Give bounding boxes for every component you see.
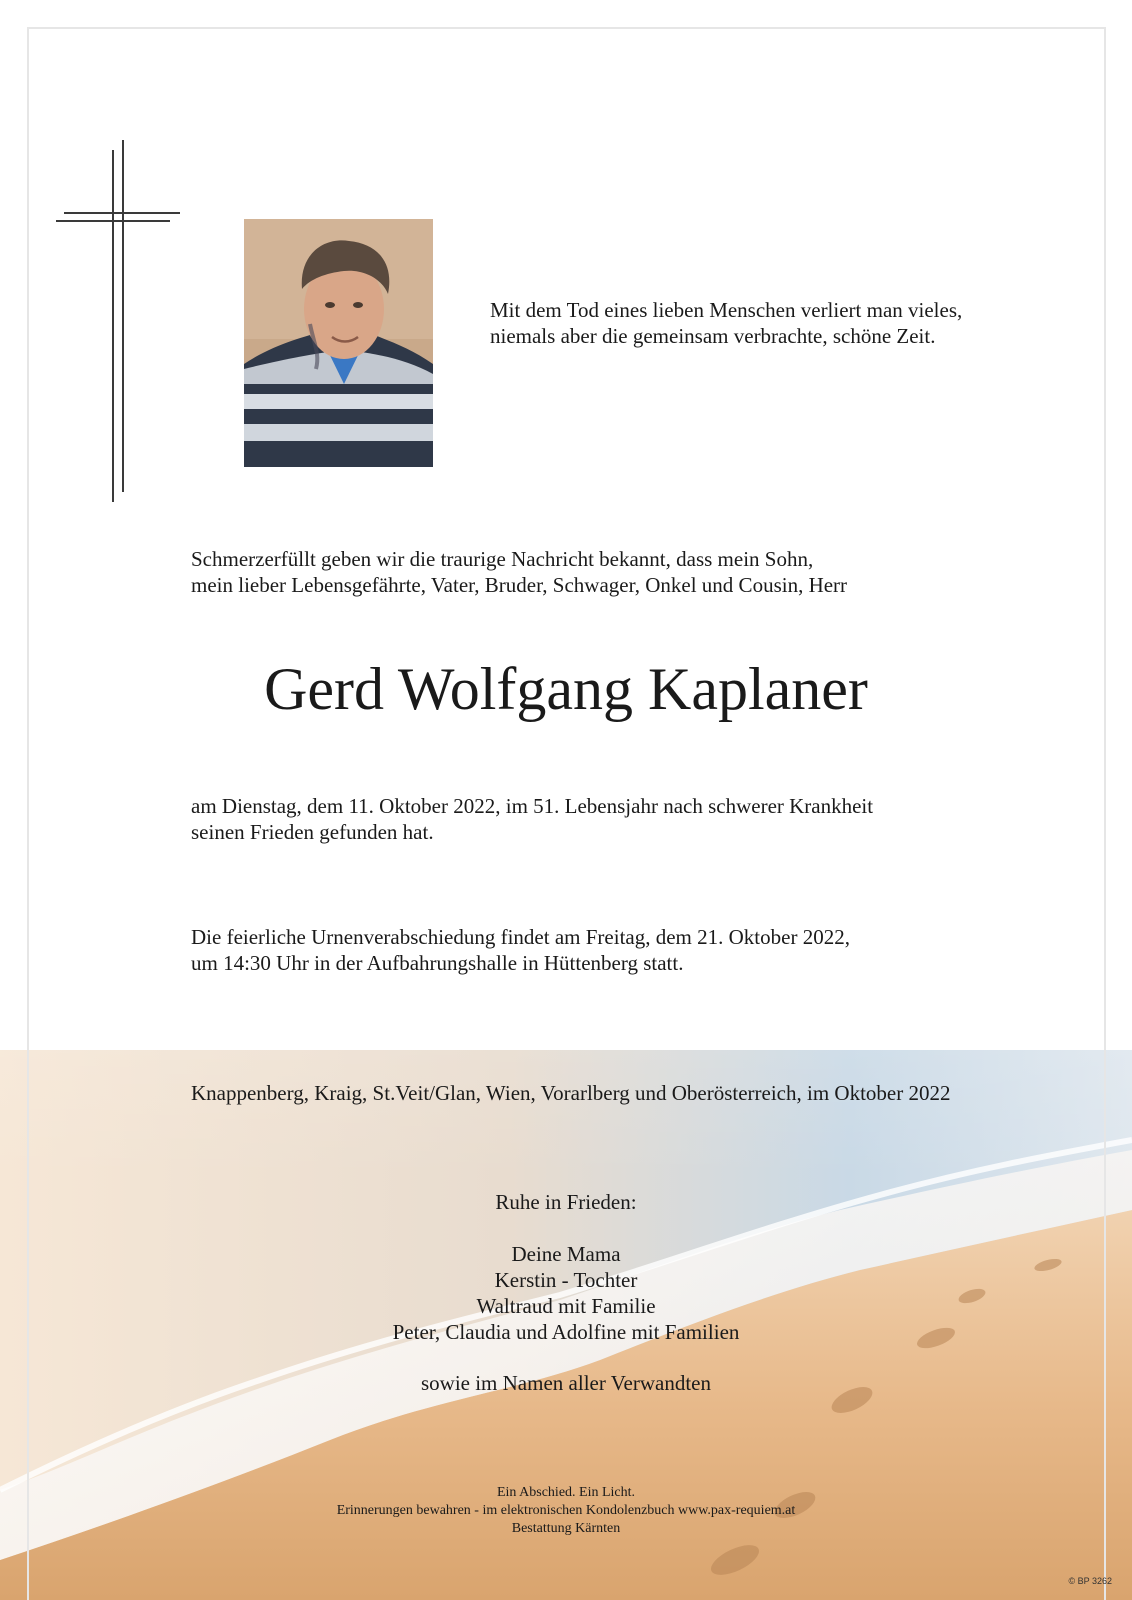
places-date: Knappenberg, Kraig, St.Veit/Glan, Wien, Vorarlberg und Oberösterreich, im Oktober 2022 [191, 1081, 951, 1105]
deceased-portrait [244, 219, 433, 467]
mourner-item: Deine Mama [511, 1242, 621, 1266]
mourner-item: Kerstin - Tochter [494, 1268, 638, 1292]
funeral-notice [191, 924, 850, 976]
intro-line: mein lieber Lebensgefährte, Vater, Bruder, Schwager, Onkel und Cousin, Herr [191, 573, 848, 597]
copyright-stamp: © BP 3262 [1068, 1576, 1112, 1586]
funeral-line: Die feierliche Urnenverabschiedung findet am Freitag, dem 21. Oktober 2022, [191, 925, 850, 949]
cross-icon [56, 140, 180, 502]
mourners-list [0, 1241, 1132, 1345]
footer-condolence-link[interactable]: Erinnerungen bewahren - im elektronischen Kondolenzbuch www.pax-requiem.at [336, 1503, 796, 1518]
footer [0, 1484, 1132, 1538]
mourner-item: Waltraud mit Familie [476, 1294, 656, 1318]
memorial-quote [490, 297, 962, 349]
deceased-name: Gerd Wolfgang Kaplaner [264, 656, 868, 722]
rip-heading: Ruhe in Frieden: [495, 1190, 637, 1214]
footer-motto: Ein Abschied. Ein Licht. [496, 1485, 636, 1500]
relatives-line: sowie im Namen aller Verwandten [420, 1371, 712, 1395]
funeral-line: um 14:30 Uhr in der Aufbahrungshalle in Hüttenberg statt. [191, 951, 684, 975]
death-notice [191, 793, 873, 845]
footer-undertaker: Bestattung Kärnten [511, 1521, 621, 1536]
announcement-intro [191, 546, 847, 598]
quote-line: niemals aber die gemeinsam verbrachte, schöne Zeit. [490, 324, 936, 348]
quote-line: Mit dem Tod eines lieben Menschen verliert man vieles, [490, 298, 963, 322]
mourner-item: Peter, Claudia und Adolfine mit Familien [392, 1320, 740, 1344]
death-line: seinen Frieden gefunden hat. [191, 820, 434, 844]
death-line: am Dienstag, dem 11. Oktober 2022, im 51. Lebensjahr nach schwerer Krankheit [191, 794, 874, 818]
intro-line: Schmerzerfüllt geben wir die traurige Nachricht bekannt, dass mein Sohn, [191, 547, 814, 571]
